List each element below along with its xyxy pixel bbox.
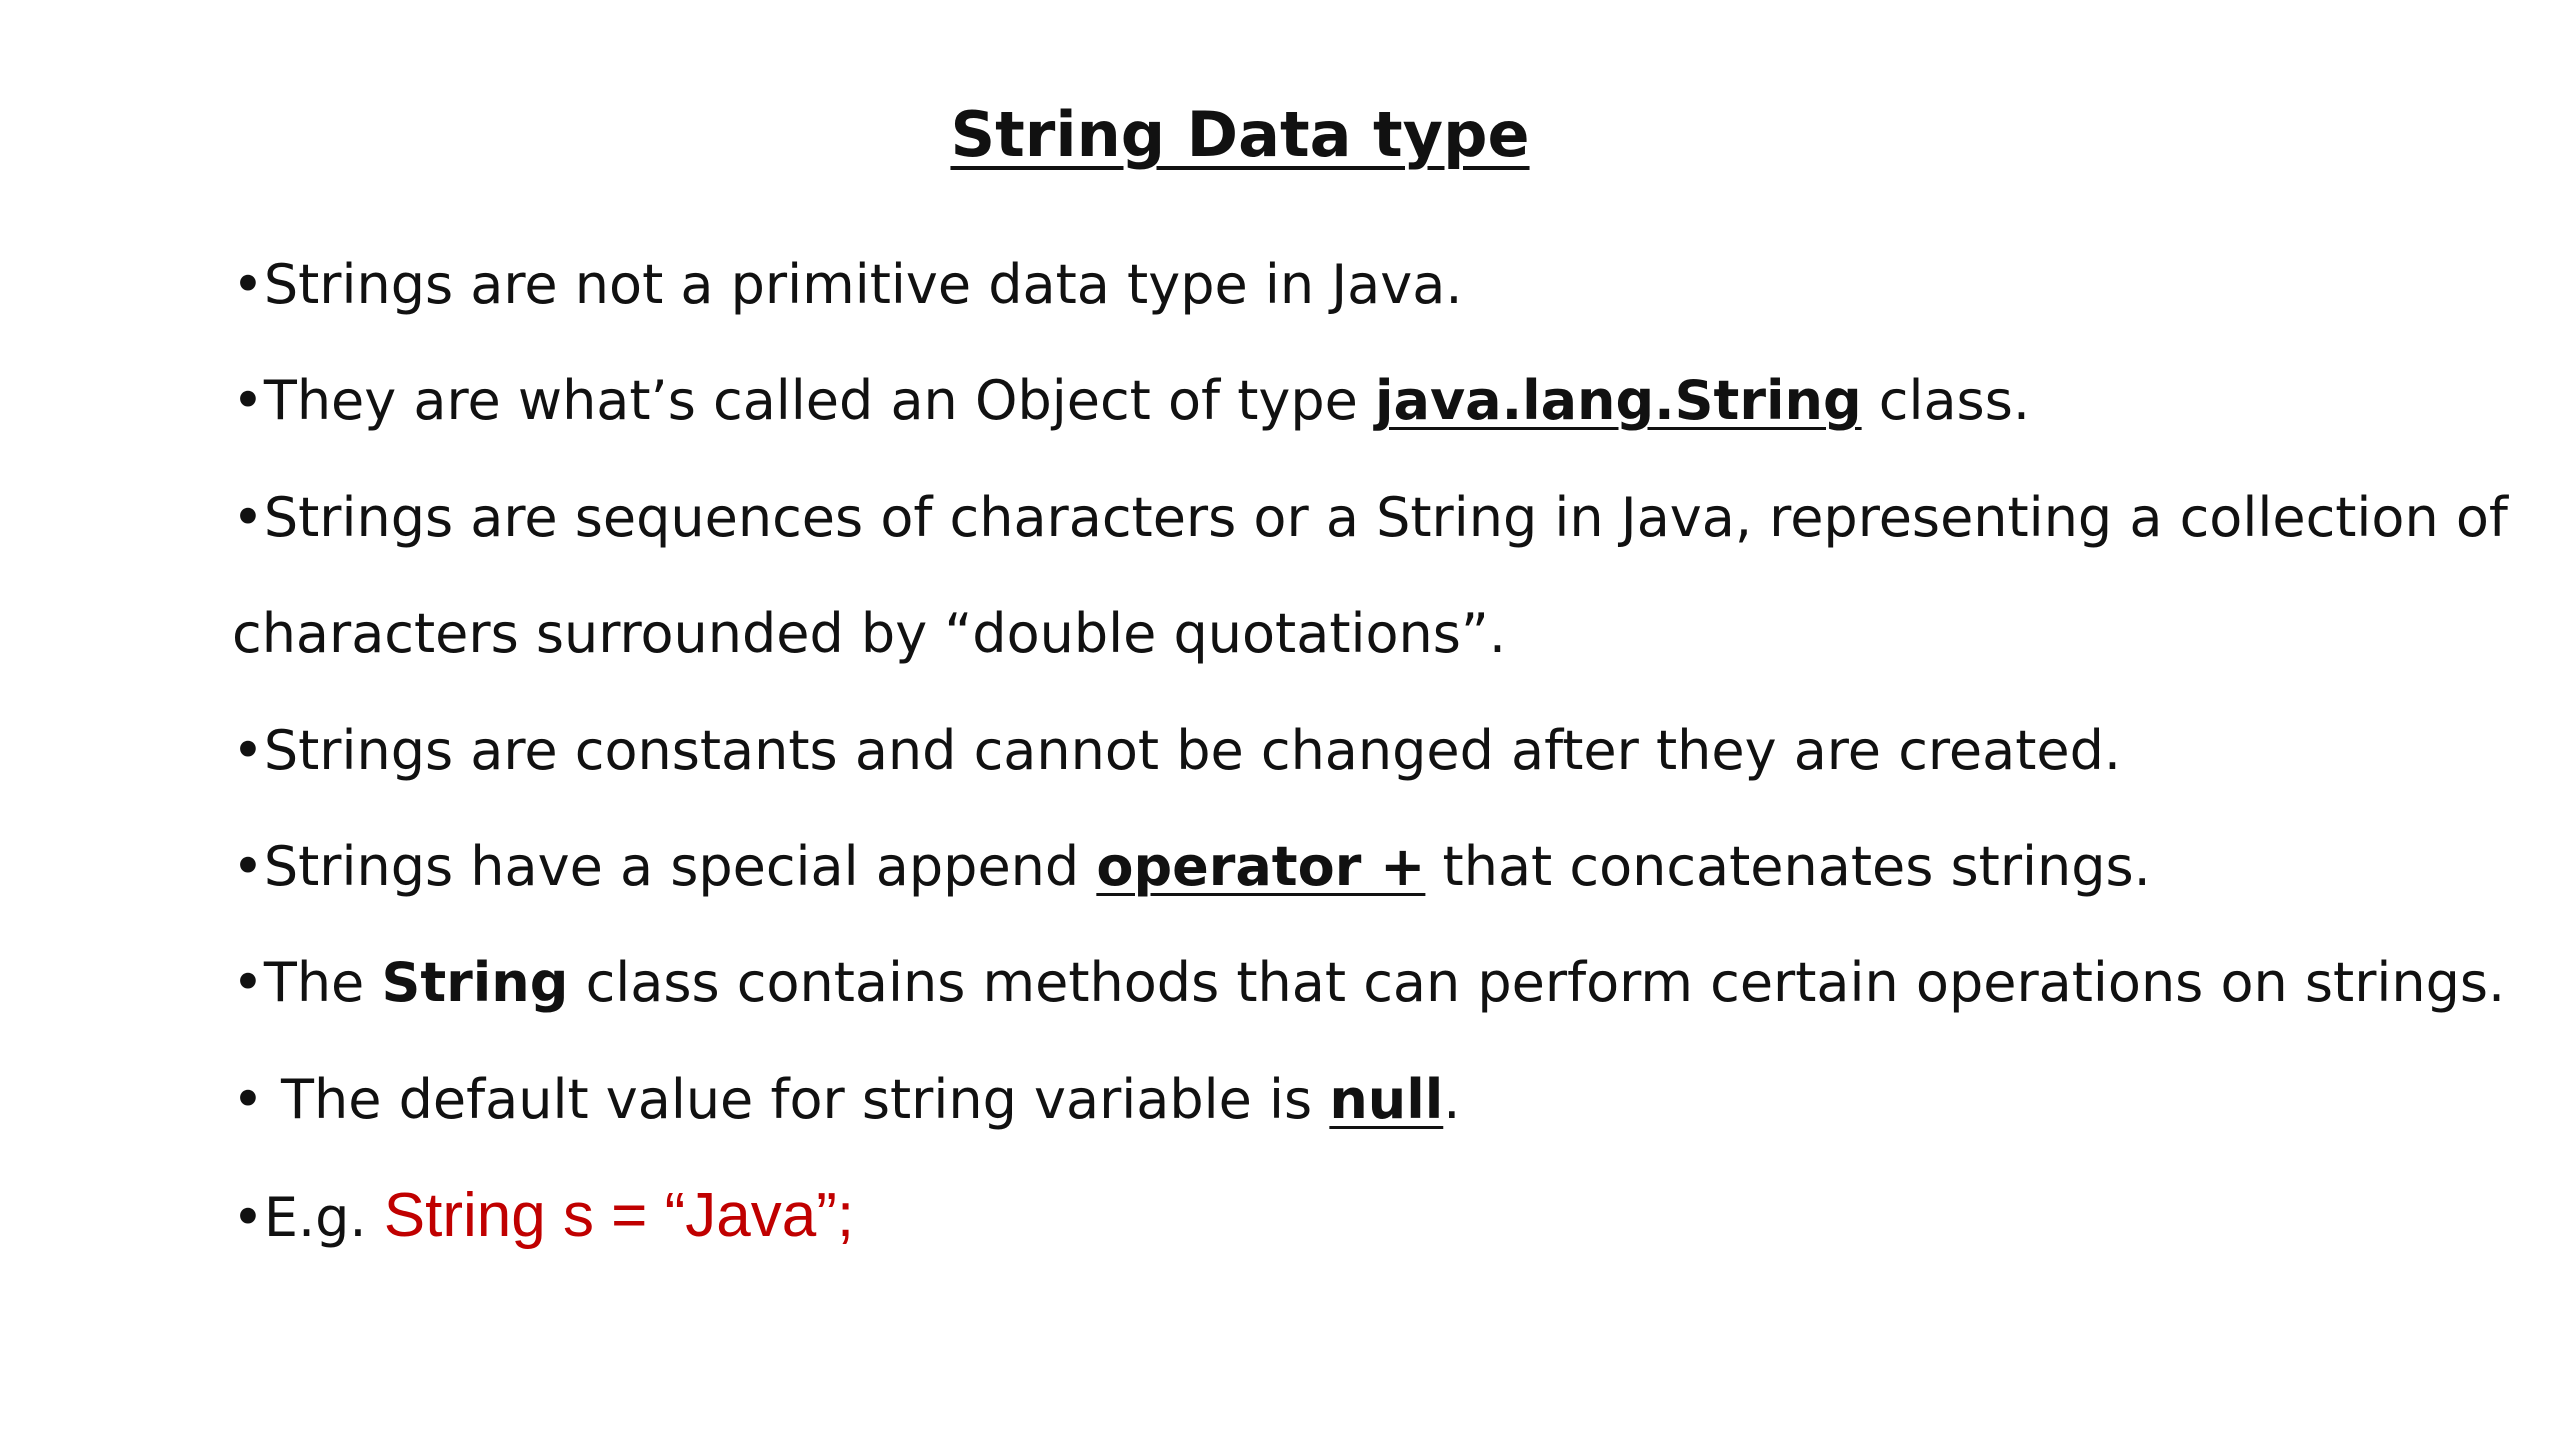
bullet-text: •Strings are sequences of characters or a String in Java, representing a collection of bbox=[232, 486, 2508, 549]
bullet-text: •Strings are constants and cannot be changed after they are created. bbox=[232, 719, 2122, 782]
bullet-primitive bbox=[232, 250, 1462, 320]
bullet-text-post: . bbox=[1443, 1068, 1461, 1131]
bullet-sequences-line1 bbox=[232, 483, 2508, 553]
bullet-text-post: that concatenates strings. bbox=[1425, 835, 2151, 898]
bullet-append-operator bbox=[232, 832, 2151, 902]
slide-title: String Data type bbox=[950, 98, 1530, 171]
code-example: String s = “Java”; bbox=[383, 1181, 855, 1250]
bullet-text: •Strings are not a primitive data type in Java. bbox=[232, 253, 1463, 316]
null-emphasis: null bbox=[1329, 1068, 1444, 1131]
bullet-text: characters surrounded by “double quotations”. bbox=[232, 602, 1507, 665]
bullet-constants bbox=[232, 716, 2121, 786]
bullet-string-class bbox=[232, 948, 2505, 1018]
bullet-text-pre: • The default value for string variable is bbox=[232, 1068, 1330, 1131]
bullet-text-post: class. bbox=[1861, 369, 2030, 432]
string-class-emphasis: String bbox=[381, 951, 569, 1014]
operator-emphasis: operator + bbox=[1096, 835, 1426, 898]
bullet-text-post: class contains methods that can perform certain operations on strings. bbox=[568, 951, 2506, 1014]
bullet-sequences-line2 bbox=[232, 599, 1506, 669]
bullet-text-pre: •E.g. bbox=[232, 1186, 384, 1249]
bullet-object-type bbox=[232, 366, 2030, 436]
bullet-default-value bbox=[232, 1065, 1460, 1135]
bullet-text-pre: •The bbox=[232, 951, 382, 1014]
bullet-example bbox=[232, 1181, 854, 1253]
bullet-text-pre: •Strings have a special append bbox=[232, 835, 1097, 898]
class-name-emphasis: java.lang.String bbox=[1375, 369, 1862, 432]
bullet-text-pre: •They are what’s called an Object of type bbox=[232, 369, 1375, 432]
